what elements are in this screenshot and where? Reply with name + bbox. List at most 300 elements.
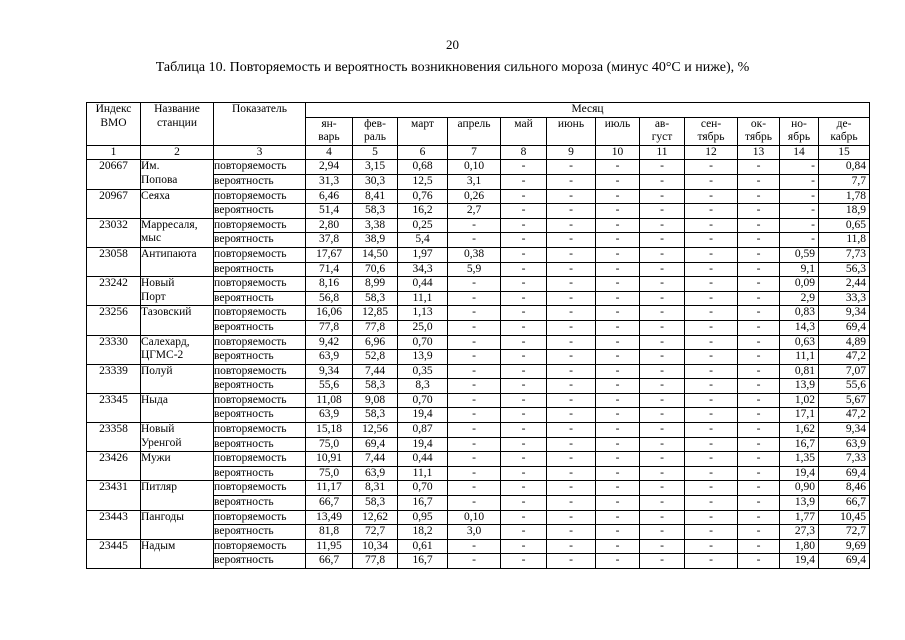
value-cell: 19,4 [780,466,819,481]
value-cell: 31,3 [306,174,353,189]
indicator-cell: повторяемость [214,423,306,438]
value-cell: - [448,320,501,335]
station-name-line2: мыс [141,232,162,245]
header-month [547,117,596,145]
value-cell: - [501,189,547,204]
value-cell: - [448,277,501,292]
header-month-line1: ян- [321,117,337,130]
column-number: 10 [596,145,640,160]
value-cell: 1,35 [780,452,819,467]
value-cell: - [448,452,501,467]
value-cell: - [501,379,547,394]
value-cell: 13,9 [780,496,819,511]
value-cell: - [596,350,640,365]
station-index: 23431 [87,481,141,510]
station-name-line1: Сеяха [141,189,170,202]
value-cell: - [596,335,640,350]
value-cell: 2,7 [448,204,501,219]
header-row-1 [87,103,870,118]
station-index: 23032 [87,218,141,247]
value-cell: 56,8 [306,291,353,306]
table-row [87,277,870,292]
value-cell: 3,38 [353,218,398,233]
value-cell: 69,4 [819,554,870,569]
value-cell: 17,67 [306,247,353,262]
indicator-cell: вероятность [214,262,306,277]
value-cell: - [685,554,738,569]
value-cell: - [738,496,780,511]
value-cell: 0,59 [780,247,819,262]
indicator-cell: вероятность [214,204,306,219]
station-name [141,481,214,510]
value-cell: - [640,291,685,306]
value-cell: - [685,335,738,350]
value-cell: - [640,481,685,496]
station-name [141,218,214,247]
value-cell: 1,13 [398,306,448,321]
value-cell: - [640,496,685,511]
station-name-line1: Тазовский [141,306,192,319]
value-cell: - [501,437,547,452]
indicator-cell: повторяемость [214,481,306,496]
value-cell: - [448,408,501,423]
header-month-line1: июнь [557,117,585,130]
value-cell: - [685,466,738,481]
indicator-cell: вероятность [214,174,306,189]
value-cell: - [640,247,685,262]
value-cell: - [448,218,501,233]
value-cell: - [685,452,738,467]
value-cell: - [501,539,547,554]
value-cell: 27,3 [780,525,819,540]
value-cell: - [738,320,780,335]
column-number: 15 [819,145,870,160]
value-cell: - [685,496,738,511]
header-month [640,117,685,145]
header-index [87,103,141,146]
table-row [87,539,870,554]
header-month-line1: ок- [750,117,767,130]
value-cell: 0,38 [448,247,501,262]
value-cell: - [640,320,685,335]
value-cell: - [685,393,738,408]
value-cell: - [596,408,640,423]
value-cell: - [547,452,596,467]
value-cell: - [547,554,596,569]
header-month-line2: варь [318,131,340,144]
station-name-line1: Полуй [141,364,173,377]
column-number: 6 [398,145,448,160]
value-cell: 1,62 [780,423,819,438]
value-cell: 0,70 [398,393,448,408]
value-cell: 11,08 [306,393,353,408]
header-month-line1: фев- [364,117,386,130]
value-cell: 2,80 [306,218,353,233]
header-month-line2: тябрь [744,131,772,144]
value-cell: - [501,393,547,408]
column-number: 9 [547,145,596,160]
station-name [141,393,214,422]
value-cell: - [685,525,738,540]
indicator-cell: вероятность [214,554,306,569]
value-cell: - [780,174,819,189]
value-cell: - [596,452,640,467]
value-cell: - [738,218,780,233]
value-cell: - [596,466,640,481]
indicator-cell: вероятность [214,291,306,306]
value-cell: - [596,262,640,277]
value-cell: - [685,291,738,306]
value-cell: 13,49 [306,510,353,525]
column-number: 12 [685,145,738,160]
value-cell: - [738,306,780,321]
value-cell: 16,7 [398,496,448,511]
value-cell: - [596,510,640,525]
indicator-cell: повторяемость [214,393,306,408]
page-number: 20 [446,37,459,52]
value-cell: 9,34 [306,364,353,379]
value-cell: - [547,189,596,204]
value-cell: 12,62 [353,510,398,525]
header-month [501,117,547,145]
value-cell: 7,07 [819,364,870,379]
value-cell: 34,3 [398,262,448,277]
value-cell: - [640,335,685,350]
value-cell: - [547,291,596,306]
value-cell: 13,9 [780,379,819,394]
value-cell: 9,1 [780,262,819,277]
value-cell: - [596,291,640,306]
value-cell: 75,0 [306,437,353,452]
value-cell: - [685,320,738,335]
station-index: 23345 [87,393,141,422]
value-cell: - [501,233,547,248]
station-name [141,335,214,364]
value-cell: 56,3 [819,262,870,277]
value-cell: - [547,204,596,219]
station-index: 20667 [87,160,141,189]
station-name-line1: Ныда [141,393,168,406]
value-cell: - [596,320,640,335]
value-cell: 9,34 [819,423,870,438]
value-cell: 7,33 [819,452,870,467]
value-cell: - [501,160,547,175]
value-cell: 12,85 [353,306,398,321]
value-cell: - [547,277,596,292]
value-cell: 69,4 [819,320,870,335]
value-cell: - [547,218,596,233]
value-cell: - [685,437,738,452]
header-month-line1: де- [836,117,852,130]
value-cell: - [738,408,780,423]
value-cell: 8,41 [353,189,398,204]
value-cell: 9,42 [306,335,353,350]
value-cell: 63,9 [353,466,398,481]
value-cell: - [685,510,738,525]
header-month-group: Месяц [306,103,870,118]
station-name-line1: Марресаля, [141,218,198,231]
value-cell: 58,3 [353,204,398,219]
value-cell: 55,6 [306,379,353,394]
value-cell: - [640,525,685,540]
value-cell: 19,4 [398,437,448,452]
value-cell: - [738,160,780,175]
station-name [141,539,214,568]
value-cell: - [685,189,738,204]
value-cell: 3,1 [448,174,501,189]
value-cell: 77,8 [306,320,353,335]
value-cell: 3,15 [353,160,398,175]
value-cell: - [448,423,501,438]
header-indicator: Показатель [214,103,306,146]
indicator-cell: вероятность [214,496,306,511]
value-cell: - [547,306,596,321]
value-cell: 9,69 [819,539,870,554]
value-cell: - [596,277,640,292]
station-index: 23426 [87,452,141,481]
station-index: 23058 [87,247,141,276]
value-cell: 0,70 [398,481,448,496]
value-cell: - [448,481,501,496]
station-name-line2: Порт [141,290,166,303]
column-number: 8 [501,145,547,160]
value-cell: 5,4 [398,233,448,248]
value-cell: - [738,350,780,365]
value-cell: - [738,481,780,496]
header-month-line2: тябрь [697,131,725,144]
column-number-row [87,145,870,160]
value-cell: - [685,204,738,219]
value-cell: 0,68 [398,160,448,175]
value-cell: 11,1 [780,350,819,365]
header-month-line2: ябрь [787,131,811,144]
value-cell: - [501,262,547,277]
station-index: 23242 [87,277,141,306]
value-cell: - [547,160,596,175]
value-cell: 7,44 [353,364,398,379]
value-cell: 1,80 [780,539,819,554]
value-cell: 2,94 [306,160,353,175]
value-cell: 0,26 [448,189,501,204]
table-row [87,189,870,204]
value-cell: - [448,233,501,248]
value-cell: 30,3 [353,174,398,189]
value-cell: - [501,306,547,321]
value-cell: 37,8 [306,233,353,248]
value-cell: - [685,218,738,233]
value-cell: 16,7 [398,554,448,569]
value-cell: - [685,539,738,554]
value-cell: 63,9 [306,350,353,365]
value-cell: 71,4 [306,262,353,277]
value-cell: 15,18 [306,423,353,438]
indicator-cell: повторяемость [214,306,306,321]
table-caption: Таблица 10. Повторяемость и вероятность возникновения сильного мороза (минус 40°С и ниже), % [155,60,750,75]
value-cell: - [448,437,501,452]
value-cell: - [596,539,640,554]
value-cell: 0,44 [398,452,448,467]
station-index: 23445 [87,539,141,568]
value-cell: 19,4 [398,408,448,423]
value-cell: - [501,364,547,379]
header-month [685,117,738,145]
value-cell: - [547,247,596,262]
value-cell: - [501,350,547,365]
value-cell: - [685,306,738,321]
value-cell: 0,83 [780,306,819,321]
station-name-line1: Новый [141,277,175,290]
header-month-line1: но- [791,117,807,130]
column-number: 3 [214,145,306,160]
value-cell: - [596,379,640,394]
value-cell: - [448,335,501,350]
value-cell: - [501,452,547,467]
value-cell: - [780,189,819,204]
value-cell: 6,46 [306,189,353,204]
value-cell: - [738,466,780,481]
value-cell: - [685,174,738,189]
table-row [87,335,870,350]
station-name-line1: Антипаюта [141,247,197,260]
value-cell: - [640,423,685,438]
station-index: 23330 [87,335,141,364]
value-cell: 0,44 [398,277,448,292]
indicator-cell: вероятность [214,379,306,394]
header-month-line1: май [514,117,533,130]
value-cell: - [596,496,640,511]
header-month [353,117,398,145]
value-cell: - [448,466,501,481]
value-cell: 33,3 [819,291,870,306]
value-cell: 10,45 [819,510,870,525]
table-row [87,160,870,175]
value-cell: - [640,262,685,277]
indicator-cell: вероятность [214,320,306,335]
value-cell: - [501,218,547,233]
value-cell: 19,4 [780,554,819,569]
value-cell: - [547,437,596,452]
value-cell: 38,9 [353,233,398,248]
value-cell: 12,56 [353,423,398,438]
value-cell: - [448,306,501,321]
table-row [87,218,870,233]
header-month-line1: июль [604,117,631,130]
value-cell: 3,0 [448,525,501,540]
value-cell: - [685,277,738,292]
value-cell: - [547,510,596,525]
value-cell: 47,2 [819,350,870,365]
value-cell: 0,63 [780,335,819,350]
station-name-line2: Попова [141,173,178,186]
value-cell: 0,09 [780,277,819,292]
value-cell: 58,3 [353,379,398,394]
value-cell: - [596,218,640,233]
value-cell: - [640,160,685,175]
table-row [87,364,870,379]
value-cell: 69,4 [819,466,870,481]
value-cell: 0,61 [398,539,448,554]
value-cell: - [501,423,547,438]
value-cell: 77,8 [353,554,398,569]
value-cell: 5,9 [448,262,501,277]
station-name-line1: Пангоды [141,510,184,523]
header-month-line2: раль [364,131,386,144]
column-number: 11 [640,145,685,160]
value-cell: 66,7 [306,496,353,511]
header-month [398,117,448,145]
value-cell: 25,0 [398,320,448,335]
value-cell: 63,9 [819,437,870,452]
value-cell: - [738,423,780,438]
value-cell: - [448,554,501,569]
value-cell: 5,67 [819,393,870,408]
station-name [141,510,214,539]
value-cell: - [547,335,596,350]
value-cell: - [738,262,780,277]
value-cell: - [738,364,780,379]
value-cell: - [685,247,738,262]
value-cell: - [596,189,640,204]
value-cell: 8,3 [398,379,448,394]
value-cell: - [738,437,780,452]
value-cell: - [685,364,738,379]
value-cell: 55,6 [819,379,870,394]
value-cell: 58,3 [353,291,398,306]
value-cell: - [685,160,738,175]
header-month [780,117,819,145]
value-cell: - [547,364,596,379]
indicator-cell: повторяемость [214,335,306,350]
table-row [87,247,870,262]
value-cell: 0,70 [398,335,448,350]
value-cell: 16,7 [780,437,819,452]
indicator-cell: вероятность [214,525,306,540]
value-cell: - [685,379,738,394]
station-name-line1: Им. [141,160,160,173]
station-index: 23339 [87,364,141,393]
station-name-line1: Надым [141,539,176,552]
value-cell: 0,95 [398,510,448,525]
value-cell: - [738,379,780,394]
value-cell: - [640,218,685,233]
value-cell: - [547,233,596,248]
value-cell: - [547,466,596,481]
header-month [738,117,780,145]
value-cell: - [685,481,738,496]
frost-table [86,102,870,569]
column-number: 7 [448,145,501,160]
header-month [819,117,870,145]
value-cell: - [685,233,738,248]
value-cell: - [547,393,596,408]
value-cell: - [596,247,640,262]
value-cell: 1,02 [780,393,819,408]
value-cell: - [780,233,819,248]
value-cell: 9,34 [819,306,870,321]
header-month-line1: март [411,117,434,130]
station-index: 20967 [87,189,141,218]
indicator-cell: вероятность [214,408,306,423]
value-cell: - [501,174,547,189]
indicator-cell: вероятность [214,437,306,452]
value-cell: - [596,306,640,321]
header-month-line2: кабрь [830,131,858,144]
indicator-cell: повторяемость [214,364,306,379]
indicator-cell: повторяемость [214,539,306,554]
value-cell: 10,34 [353,539,398,554]
value-cell: - [596,437,640,452]
value-cell: - [448,364,501,379]
